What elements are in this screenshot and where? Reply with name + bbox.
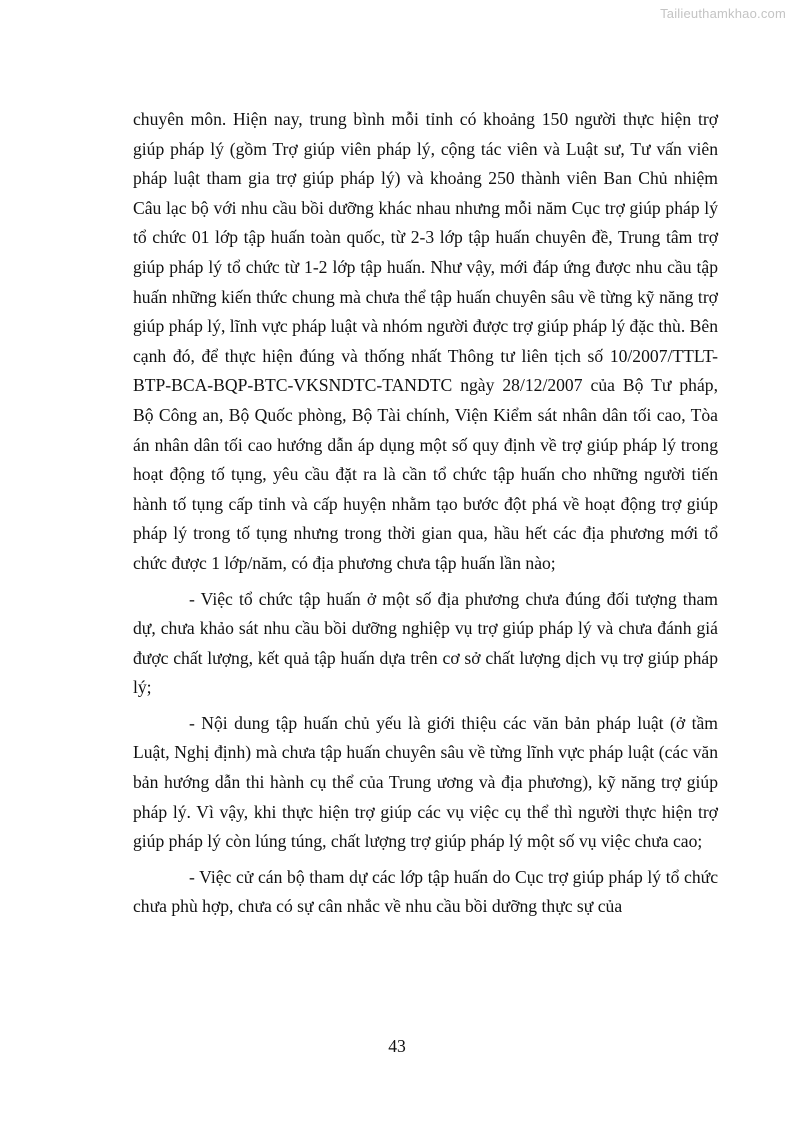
paragraph-training-targets: - Việc tổ chức tập huấn ở một số địa phương chưa đúng đối tượng tham dự, chưa khảo sát nhu cầu bồi dưỡng nghiệp vụ trợ giúp pháp lý và chưa đánh giá được chất lượng, kết quả tập huấn dựa trên cơ sở chất lượng dịch vụ trợ giúp pháp lý; [133, 588, 718, 698]
paragraph-staff-selection: - Việc cử cán bộ tham dự các lớp tập huấn do Cục trợ giúp pháp lý tổ chức chưa phù hợp, chưa có sự cân nhắc về nhu cầu bồi dưỡng thực sự của [133, 866, 718, 917]
document-body [133, 105, 718, 928]
paragraph-training-content: - Nội dung tập huấn chủ yếu là giới thiệu các văn bản pháp luật (ở tầm Luật, Nghị định) mà chưa tập huấn chuyên sâu về từng lĩnh vực pháp luật (các văn bản hướng dẫn thi hành cụ thể của Trung ương và địa phương), kỹ năng trợ giúp pháp lý. Vì vậy, khi thực hiện trợ giúp các vụ việc cụ thể thì người thực hiện trợ giúp pháp lý còn lúng túng, chất lượng trợ giúp pháp lý một số vụ việc chưa cao; [133, 712, 718, 852]
page-number: 43 [388, 1036, 406, 1056]
watermark-text: Tailieuthamkhao.com [660, 6, 786, 21]
paragraph-continued: chuyên môn. Hiện nay, trung bình mỗi tỉnh có khoảng 150 người thực hiện trợ giúp pháp lý (gồm Trợ giúp viên pháp lý, cộng tác viên và Luật sư, Tư vấn viên pháp luật tham gia trợ giúp pháp lý) và khoảng 250 thành viên Ban Chủ nhiệm Câu lạc bộ với nhu cầu bồi dưỡng khác nhau nhưng mỗi năm Cục trợ giúp pháp lý tổ chức 01 lớp tập huấn toàn quốc, từ 2-3 lớp tập huấn chuyên đề, Trung tâm trợ giúp pháp lý tổ chức từ 1-2 lớp tập huấn. Như vậy, mới đáp ứng được nhu cầu tập huấn những kiến thức chung mà chưa thể tập huấn chuyên sâu về từng kỹ năng trợ giúp pháp lý, lĩnh vực pháp luật và nhóm người được trợ giúp pháp lý đặc thù. Bên cạnh đó, để thực hiện đúng và thống nhất Thông tư liên tịch số 10/2007/TTLT-BTP-BCA-BQP-BTC-VKSNDTC-TANDTC ngày 28/12/2007 của Bộ Tư pháp, Bộ Công an, Bộ Quốc phòng, Bộ Tài chính, Viện Kiểm sát nhân dân tối cao, Tòa án nhân dân tối cao hướng dẫn áp dụng một số quy định về trợ giúp pháp lý trong hoạt động tố tụng, yêu cầu đặt ra là cần tổ chức tập huấn cho những người tiến hành tố tụng cấp tỉnh và cấp huyện nhằm tạo bước đột phá về hoạt động trợ giúp pháp lý trong tố tụng nhưng trong thời gian qua, hầu hết các địa phương mới tổ chức được 1 lớp/năm, có địa phương chưa tập huấn lần nào; [133, 109, 718, 573]
